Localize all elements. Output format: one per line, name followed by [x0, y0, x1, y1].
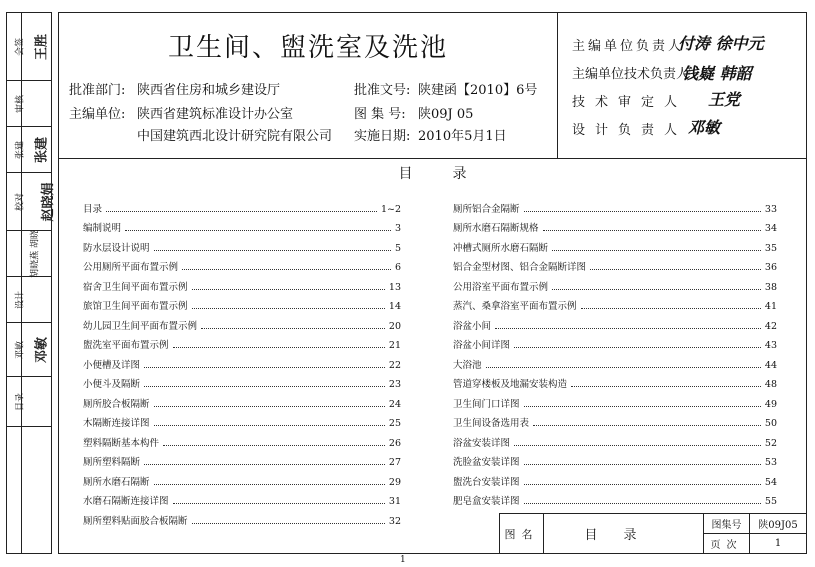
- toc-leader-dots: [154, 250, 391, 251]
- strip-label: 目录: [15, 392, 26, 411]
- toc-entry-page: 21: [388, 340, 401, 351]
- toc-leader-dots: [590, 269, 761, 270]
- strip-label: 设计: [15, 290, 26, 309]
- strip-label: 邓敏: [15, 340, 26, 359]
- approval-no-label: 批准文号:: [354, 83, 411, 98]
- toc-entry-page: 35: [764, 242, 777, 254]
- toc-leader-dots: [524, 503, 761, 504]
- toc-leader-dots: [514, 347, 761, 348]
- toc-entry: [83, 332, 401, 352]
- toc-entry-title: 卫生间门口详图: [453, 396, 522, 410]
- toc-entry: [453, 195, 777, 215]
- toc-entry-title: 盥洗台安装详图: [453, 474, 522, 488]
- toc-leader-dots: [543, 230, 761, 231]
- atlas-no-label: 图 集 号:: [354, 107, 406, 122]
- toc-leader-dots: [201, 328, 385, 329]
- toc-entry-page: 36: [764, 262, 777, 273]
- toc-leader-dots: [533, 425, 761, 426]
- strip-cell-design: [7, 277, 51, 323]
- toc-entry-page: 33: [764, 203, 777, 215]
- toc-entry-page: 49: [764, 398, 777, 410]
- toc-entry-page: 31: [388, 496, 401, 507]
- impl-date: 2010年5月1日: [418, 129, 507, 144]
- strip-signature: 张建: [34, 136, 50, 163]
- toc-entry-page: 20: [388, 320, 401, 332]
- toc-entry: [83, 429, 401, 449]
- figure-name: 目录: [544, 514, 704, 553]
- toc-entry: [83, 293, 401, 313]
- toc-leader-dots: [173, 347, 385, 348]
- figure-name-label: 图名: [500, 514, 544, 553]
- toc-entry-page: 38: [764, 281, 777, 293]
- toc-leader-dots: [524, 464, 761, 465]
- toc-leader-dots: [552, 289, 761, 290]
- toc-entry-title: 水磨石隔断连接详图: [83, 493, 171, 507]
- toc-entry-page: 48: [764, 379, 777, 390]
- toc-leader-dots: [125, 230, 391, 231]
- toc-entry-page: 55: [764, 496, 777, 507]
- toc-entry: [83, 273, 401, 293]
- toc-entry-title: 厕所塑料隔断: [83, 454, 142, 468]
- toc-entry-title: 铝合金型材图、铝合金隔断详图: [453, 259, 588, 273]
- toc-leader-dots: [144, 386, 385, 387]
- toc-entry-page: 32: [388, 515, 401, 527]
- approval-dept-label: 批准部门:: [69, 83, 126, 98]
- toc-entry: [83, 234, 401, 254]
- strip-label: 张建: [15, 140, 26, 159]
- title-block: [499, 513, 806, 553]
- toc-entry-title: 盥洗室平面布置示例: [83, 337, 171, 351]
- toc-entry-title: 浴盆小间: [453, 318, 493, 332]
- toc-entry-page: 53: [764, 457, 777, 468]
- toc-entry-page: 5: [394, 242, 401, 254]
- toc-leader-dots: [144, 367, 385, 368]
- toc-entry-title: 幼儿园卫生间平面布置示例: [83, 318, 199, 332]
- toc-leader-dots: [552, 250, 761, 251]
- strip-cell-proofreader-name: [7, 231, 51, 277]
- toc-entry: [453, 332, 777, 352]
- toc-leader-dots: [581, 308, 761, 309]
- toc-leader-dots: [154, 406, 385, 407]
- toc-leader-dots: [524, 406, 761, 407]
- toc-left-column: [83, 195, 401, 527]
- toc-right-column: [453, 195, 777, 507]
- strip-signature: 邓敏: [34, 336, 50, 363]
- toc-leader-dots: [144, 464, 385, 465]
- toc-entry-page: 29: [388, 476, 401, 488]
- toc-entry: [453, 273, 777, 293]
- toc-entry-page: 41: [764, 301, 777, 312]
- main-frame: [58, 12, 807, 554]
- toc-entry: [453, 293, 777, 313]
- toc-entry: [83, 312, 401, 332]
- toc-entry: [453, 351, 777, 371]
- toc-entry: [453, 410, 777, 430]
- responsible-signature: 钱嶷 韩韶: [682, 64, 752, 83]
- strip-signature: 王胜: [34, 33, 50, 60]
- toc-entry: [83, 488, 401, 508]
- toc-entry-title: 冲槽式厕所水磨石隔断: [453, 240, 550, 254]
- toc-entry: [453, 254, 777, 274]
- toc-entry-page: 34: [764, 223, 777, 234]
- toc-entry-title: 编制说明: [83, 220, 123, 234]
- toc-entry: [83, 468, 401, 488]
- responsible-role: 主编单位技术负责人: [572, 67, 690, 82]
- toc-entry-title: 旅馆卫生间平面布置示例: [83, 298, 190, 312]
- toc-entry-title: 公用浴室平面布置示例: [453, 279, 550, 293]
- toc-entry: [453, 449, 777, 469]
- toc-entry-title: 浴盆安装详图: [453, 435, 512, 449]
- toc-entry-title: 公用厕所平面布置示例: [83, 259, 180, 273]
- toc-entry: [453, 488, 777, 508]
- page-label: 页次: [704, 534, 750, 553]
- toc-leader-dots: [192, 308, 385, 309]
- toc-entry-title: 大浴池: [453, 357, 484, 371]
- toc-entry-page: 54: [764, 476, 777, 488]
- toc-entry-page: 23: [388, 379, 401, 390]
- toc-entry: [453, 312, 777, 332]
- toc-entry: [453, 468, 777, 488]
- toc-entry-title: 管道穿楼板及地漏安装构造: [453, 376, 569, 390]
- toc-entry-title: 防水层设计说明: [83, 240, 152, 254]
- toc-entry: [83, 215, 401, 235]
- strip-cell-proofread: [7, 173, 57, 231]
- strip-cell-toc: [7, 377, 51, 427]
- responsible-role: 设计负责人: [572, 123, 688, 138]
- responsible-role: 主编单位负责人: [572, 39, 685, 54]
- toc-entry: [83, 390, 401, 410]
- toc-entry-title: 目录: [83, 201, 104, 215]
- strip-label: 校对: [15, 192, 26, 211]
- responsible-signature: 邓敏: [688, 118, 721, 137]
- responsible-role: 技术审定人: [572, 95, 688, 110]
- toc-entry-page: 14: [388, 301, 401, 312]
- atlas-label: 图集号: [704, 514, 750, 534]
- toc-entry: [453, 234, 777, 254]
- strip-signature: 赵晓娟: [41, 181, 57, 222]
- toc-entry-title: 浴盆小间详图: [453, 337, 512, 351]
- toc-entry-page: 3: [394, 223, 401, 234]
- toc-leader-dots: [106, 211, 377, 212]
- toc-entry: [83, 351, 401, 371]
- header-info: [59, 13, 557, 158]
- toc-entry: [83, 410, 401, 430]
- editor-unit-2: 中国建筑西北设计研究院有限公司: [137, 129, 333, 144]
- toc-entry-title: 厕所胶合板隔断: [83, 396, 152, 410]
- toc-entry-page: 50: [764, 418, 777, 429]
- strip-cell-countersign: [7, 13, 51, 81]
- approval-no: 陕建函【2010】6号: [418, 83, 538, 98]
- toc-entry-page: 24: [388, 398, 401, 410]
- signoff-strip: [6, 12, 57, 554]
- toc-leader-dots: [524, 484, 761, 485]
- strip-cell-designer-name: [7, 323, 51, 377]
- toc-entry-title: 肥皂盒安装详图: [453, 493, 522, 507]
- toc-title: 目录: [398, 166, 507, 182]
- toc-leader-dots: [182, 269, 391, 270]
- toc-leader-dots: [173, 503, 385, 504]
- toc-entry-page: 43: [764, 340, 777, 351]
- page-value: 1: [774, 538, 782, 549]
- strip-label: 会签: [15, 37, 26, 56]
- editor-unit-label: 主编单位:: [69, 107, 126, 122]
- toc-entry-page: 25: [388, 418, 401, 429]
- strip-cell-reviewer-name: [7, 127, 51, 173]
- toc-entry-page: 13: [388, 281, 401, 293]
- toc-entry-page: 6: [394, 262, 401, 273]
- toc-entry-page: 27: [388, 457, 401, 468]
- toc-entry: [83, 371, 401, 391]
- toc-entry: [83, 254, 401, 274]
- responsible-signature: 付涛 徐中元: [678, 34, 764, 53]
- toc-entry: [453, 371, 777, 391]
- toc-leader-dots: [192, 289, 385, 290]
- toc-entry-title: 塑料隔断基本构件: [83, 435, 161, 449]
- approval-dept: 陕西省住房和城乡建设厅: [137, 83, 281, 98]
- toc-entry: [453, 429, 777, 449]
- toc-entry-title: 厕所水磨石隔断: [83, 474, 152, 488]
- toc-entry: [83, 195, 401, 215]
- toc-leader-dots: [192, 523, 385, 524]
- toc-leader-dots: [524, 211, 761, 212]
- toc-entry-title: 小便槽及详图: [83, 357, 142, 371]
- toc-leader-dots: [486, 367, 761, 368]
- toc-entry-title: 小便斗及隔断: [83, 376, 142, 390]
- toc-entry-page: 44: [764, 359, 777, 371]
- strip-label: 胡晓燕 胡晓: [30, 229, 41, 278]
- toc-leader-dots: [514, 445, 761, 446]
- atlas-no: 陕09J 05: [418, 107, 474, 122]
- header-divider: [59, 158, 806, 159]
- toc-entry-title: 宿舍卫生间平面布置示例: [83, 279, 190, 293]
- toc-leader-dots: [495, 328, 761, 329]
- toc-entry-title: 卫生间设备选用表: [453, 415, 531, 429]
- toc-entry-page: 26: [388, 437, 401, 449]
- toc-leader-dots: [154, 425, 385, 426]
- strip-cell-review: [7, 81, 51, 127]
- page-number: 1: [400, 555, 406, 565]
- strip-label: 审核: [15, 94, 26, 113]
- toc-entry-title: 厕所水磨石隔断规格: [453, 220, 541, 234]
- toc-entry-title: 厕所铝合金隔断: [453, 201, 522, 215]
- toc-entry: [83, 507, 401, 527]
- toc-entry-page: 22: [388, 359, 401, 371]
- toc-leader-dots: [163, 445, 385, 446]
- atlas-value: 陕09J05: [750, 514, 806, 534]
- toc-entry: [83, 449, 401, 469]
- toc-entry: [453, 390, 777, 410]
- page-title: 卫生间、盥洗室及洗池: [167, 33, 448, 63]
- toc-leader-dots: [154, 484, 385, 485]
- responsible-persons: [557, 13, 807, 158]
- toc-leader-dots: [571, 386, 761, 387]
- toc-entry-page: 1~2: [380, 203, 401, 215]
- toc-entry-title: 厕所塑料贴面胶合板隔断: [83, 513, 190, 527]
- toc-entry-title: 洗脸盆安装详图: [453, 454, 522, 468]
- responsible-signature: 王党: [708, 90, 741, 109]
- toc-entry-page: 42: [764, 320, 777, 332]
- impl-date-label: 实施日期:: [354, 129, 411, 144]
- toc-entry-title: 木隔断连接详图: [83, 415, 152, 429]
- toc-entry-title: 蒸汽、桑拿浴室平面布置示例: [453, 298, 579, 312]
- toc-entry-page: 52: [764, 437, 777, 449]
- editor-unit-1: 陕西省建筑标准设计办公室: [137, 107, 294, 122]
- toc-entry: [453, 215, 777, 235]
